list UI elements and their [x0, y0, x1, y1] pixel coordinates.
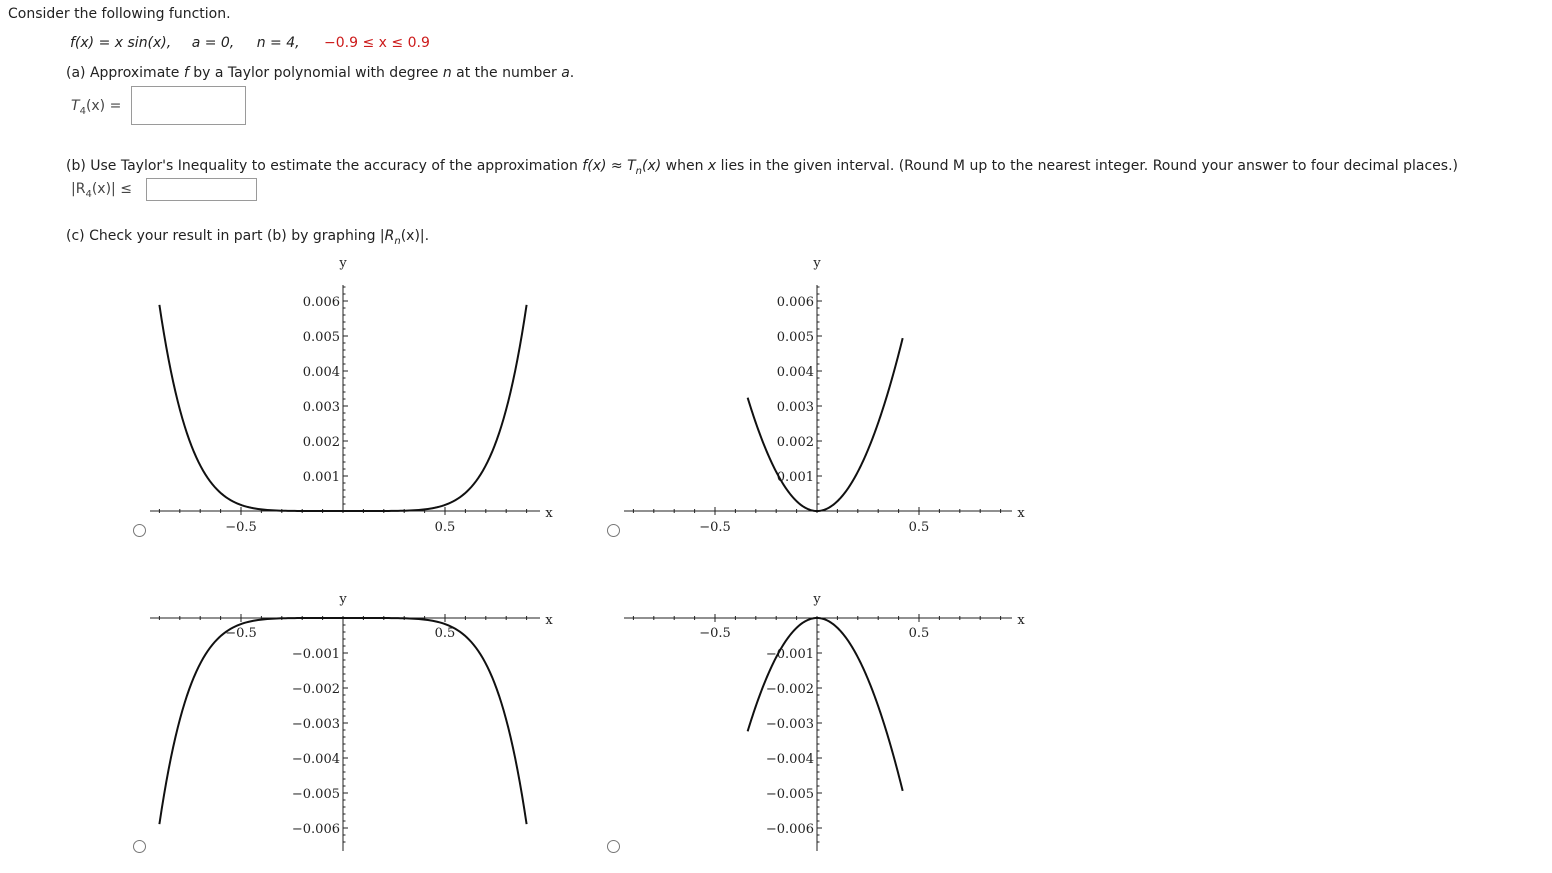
- x-axis-label: x: [1017, 506, 1025, 521]
- y-tick-label: −0.001: [291, 647, 340, 662]
- x-tick-label: −0.5: [225, 626, 257, 641]
- function-definition: f(x) = x sin(x),: [70, 35, 172, 51]
- y-tick-label: 0.004: [302, 365, 340, 380]
- y-axis-label: y: [339, 592, 347, 607]
- x-tick-label: −0.5: [699, 626, 731, 641]
- y-tick-label: 0.005: [776, 330, 814, 345]
- x-tick-label: −0.5: [699, 520, 731, 535]
- part-a-prompt: (a) Approximate f by a Taylor polynomial with degree n at the number a.: [66, 65, 575, 81]
- y-tick-label: −0.002: [765, 682, 814, 697]
- y-tick-label: −0.006: [765, 822, 814, 837]
- y-tick-label: −0.004: [291, 752, 340, 767]
- y-tick-label: 0.006: [776, 295, 814, 310]
- y-axis-label: y: [339, 256, 347, 271]
- y-tick-label: 0.004: [776, 365, 814, 380]
- intro-text: Consider the following function.: [8, 6, 231, 22]
- y-axis-label: y: [813, 256, 821, 271]
- x-tick-label: 0.5: [908, 626, 930, 641]
- y-tick-label: 0.003: [776, 400, 814, 415]
- y-tick-label: 0.006: [302, 295, 340, 310]
- t4-label: $T_4(x)$ =: [71, 98, 122, 117]
- y-tick-label: 0.002: [302, 435, 340, 450]
- x-tick-label: 0.5: [434, 626, 456, 641]
- x-tick-label: 0.5: [908, 520, 930, 535]
- y-tick-label: 0.001: [302, 470, 340, 485]
- y-tick-label: 0.005: [302, 330, 340, 345]
- y-tick-label: 0.003: [302, 400, 340, 415]
- y-tick-label: −0.005: [291, 787, 340, 802]
- x-tick-label: 0.5: [434, 520, 456, 535]
- y-tick-label: −0.004: [765, 752, 814, 767]
- x-axis-label: x: [1017, 613, 1025, 628]
- interval: −0.9 ≤ x ≤ 0.9: [324, 35, 430, 51]
- part-c-prompt: (c) Check your result in part (b) by graphing $|R_n(x)|$.: [66, 228, 430, 247]
- y-tick-label: 0.001: [776, 470, 814, 485]
- y-tick-label: −0.005: [765, 787, 814, 802]
- n-value: n = 4,: [256, 35, 300, 51]
- y-tick-label: −0.003: [765, 717, 814, 732]
- y-tick-label: −0.002: [291, 682, 340, 697]
- x-axis-label: x: [545, 613, 553, 628]
- part-b-prompt: (b) Use Taylor's Inequality to estimate the accuracy of the approximation $f(x) \approx T_n(x)$ when x lies in the given interval. (Round M up to the nearest integer. Round your answer to four decimal places.): [66, 158, 1458, 177]
- y-axis-label: y: [813, 592, 821, 607]
- x-axis-label: x: [545, 506, 553, 521]
- y-tick-label: −0.003: [291, 717, 340, 732]
- y-tick-label: 0.002: [776, 435, 814, 450]
- r4-label: $|R_4(x)|$ ≤: [71, 181, 132, 200]
- y-tick-label: −0.001: [765, 647, 814, 662]
- y-tick-label: −0.006: [291, 822, 340, 837]
- a-value: a = 0,: [191, 35, 235, 51]
- x-tick-label: −0.5: [225, 520, 257, 535]
